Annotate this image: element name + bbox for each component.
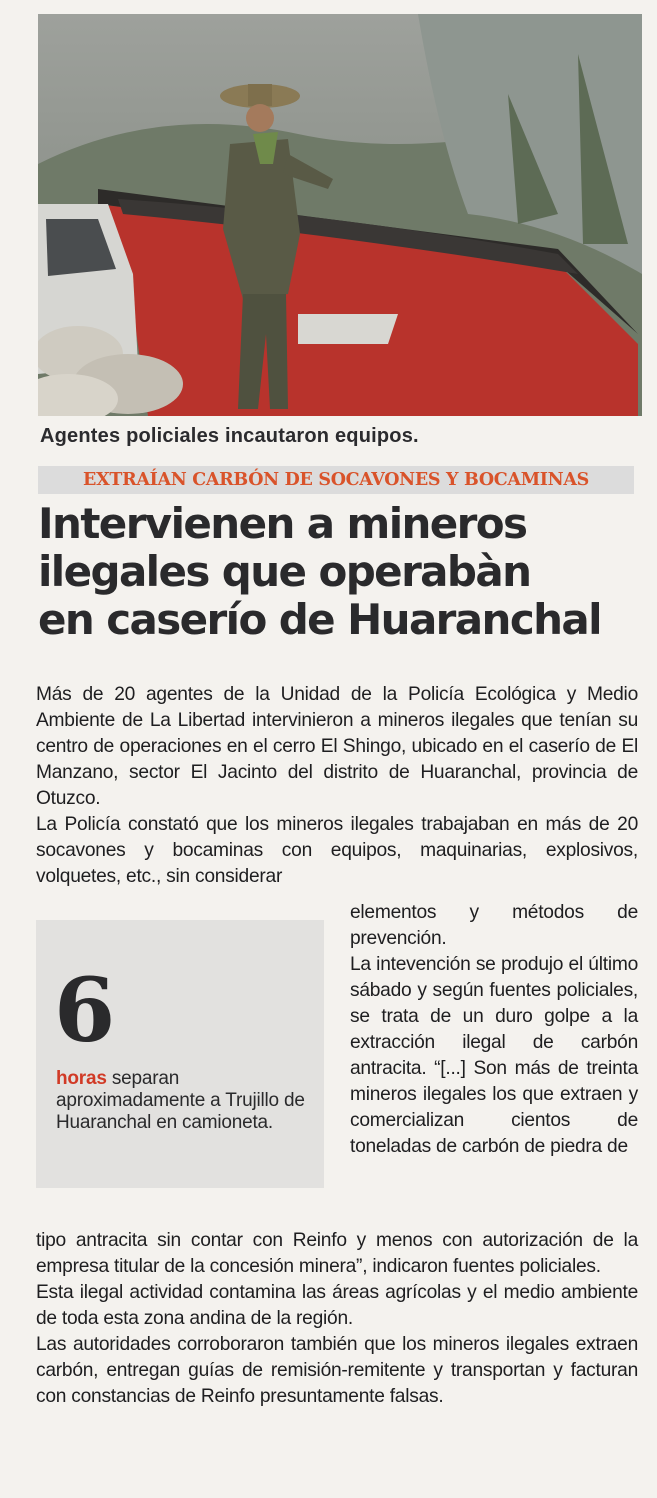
paragraph-5: Las autoridades corroboraron también que los mineros ilegales extraen carbón, entregan guías de remisión-remitente y transportan y facturan con constancias de Reinfo presuntamente falsas. [36,1334,638,1407]
fact-text [56,1068,316,1134]
paragraph-2: La Policía constató que los mineros ilegales trabajaban en más de 20 socavones y bocaminas con equipos, maquinarias, explosivos, volquetes, etc., sin considerar [36,814,638,887]
article-body-top [36,682,638,890]
article-body-bottom [36,1228,638,1410]
article-body-column [350,900,638,1160]
fact-number: 6 [54,958,116,1062]
photo-caption: Agentes policiales incautaron equipos. [40,425,419,447]
fact-highlight: horas [56,1068,107,1089]
paragraph-3: La intevención se produjo el último sábado y según fuentes policiales, se trata de un duro golpe a la extracción ilegal de carbón antracita. “[...] Son más de treinta mineros ilegales los que extraen y comercializan cientos de toneladas de carbón de piedra de [350,954,638,1157]
fact-description: separan aproximadamente a Trujillo de Huaranchal en camioneta. [56,1068,305,1133]
paragraph-4: Esta ilegal actividad contamina las áreas agrícolas y el medio ambiente de toda esta zona andina de la región. [36,1282,638,1329]
paragraph-1: Más de 20 agentes de la Unidad de la Policía Ecológica y Medio Ambiente de La Libertad intervinieron a mineros ilegales que tenían su centro de operaciones en el cerro El Shingo, ubicado en el caserío de El Manzano, sector El Jacinto del distrito de Huaranchal, provincia de Otuzco. [36,684,638,809]
headline-line-2: ilegales que operabàn [38,547,531,596]
kicker: EXTRAÍAN CARBÓN DE SOCAVONES Y BOCAMINAS [38,466,634,494]
fact-box [36,920,324,1188]
news-photo [38,14,642,416]
paragraph-3-continued: tipo antracita sin contar con Reinfo y menos con autorización de la empresa titular de la concesión minera”, indicaron fuentes policiales. [36,1230,638,1277]
headline-line-1: Intervienen a mineros [38,499,527,548]
headline [38,500,648,644]
paragraph-2-continued: elementos y métodos de prevención. [350,902,638,949]
photo-police-truck-coal [38,14,642,416]
headline-line-3: en caserío de Huaranchal [38,595,601,644]
